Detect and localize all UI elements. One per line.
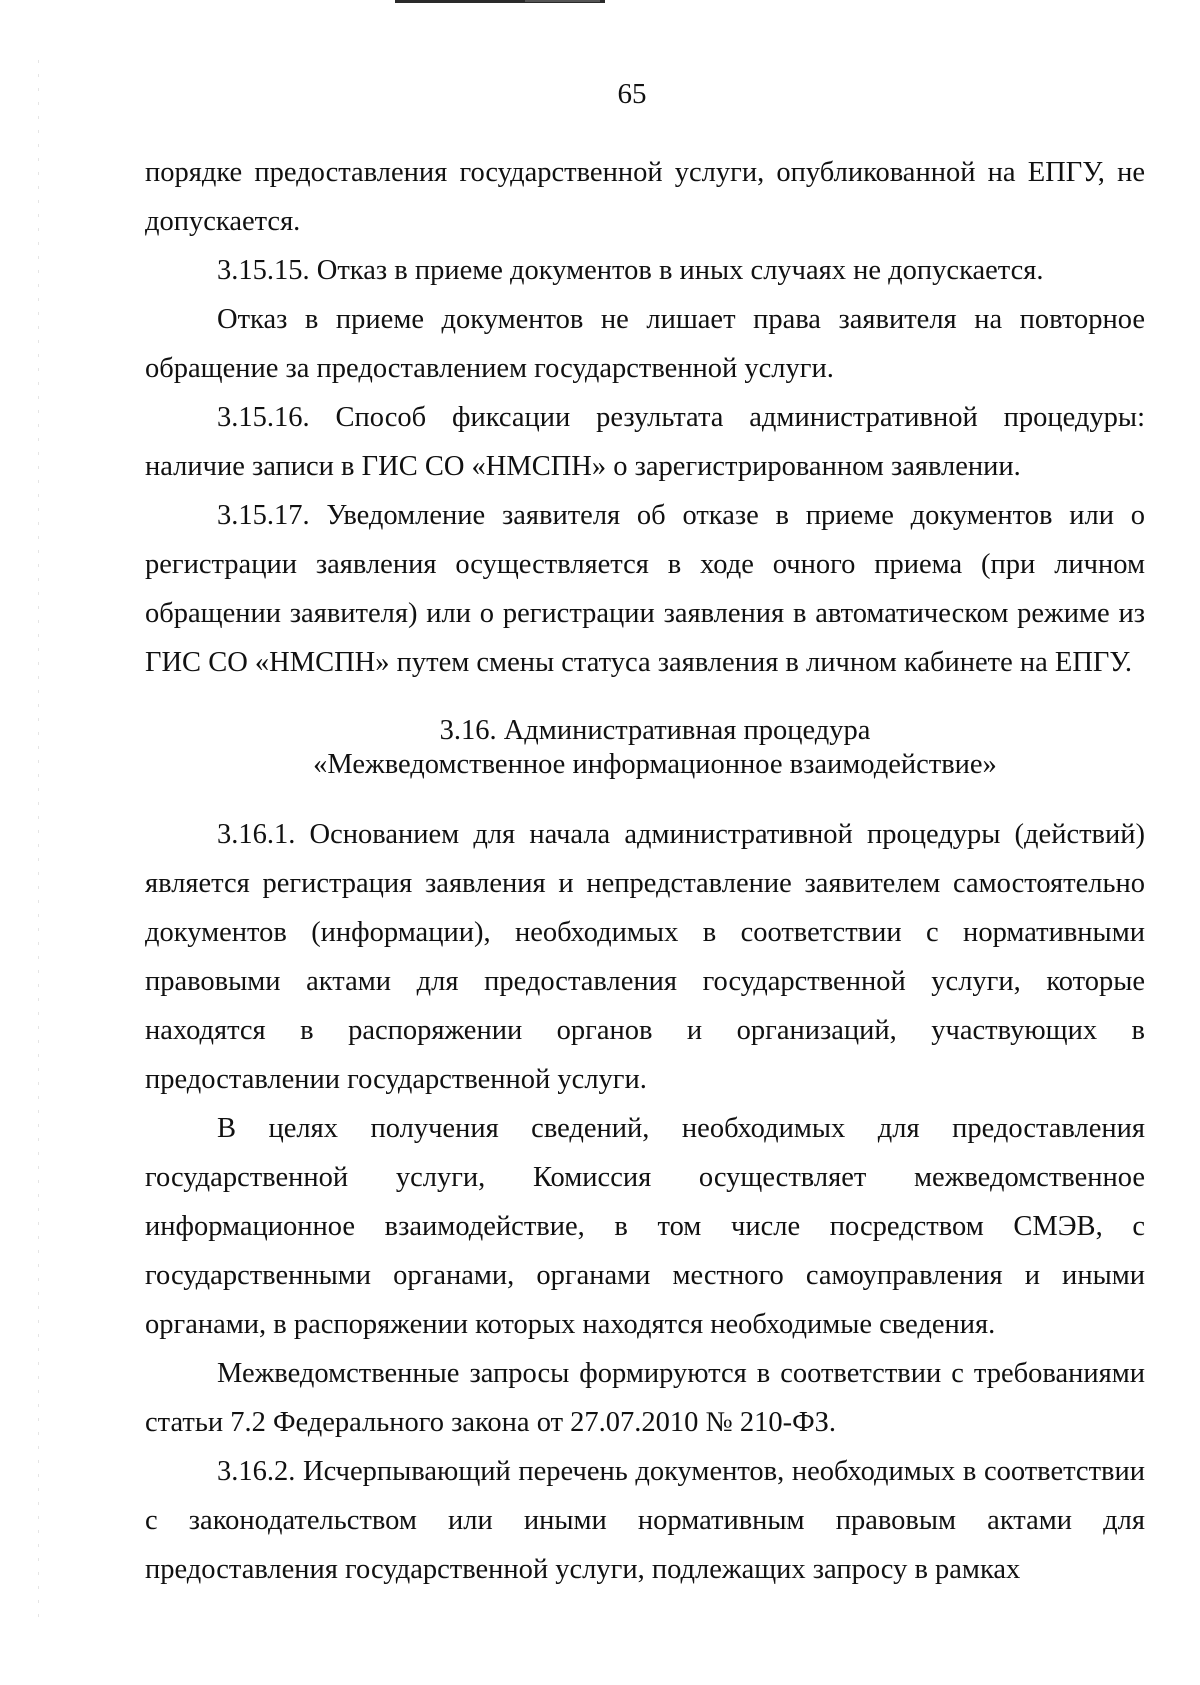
paragraph-continuation: порядке предоставления государственной услуги, опубликованной на ЕПГУ, не допускается. xyxy=(145,157,1145,237)
paragraph-refusal-note: Отказ в приеме документов не лишает права заявителя на повторное обращение за предоставлением государственной услуги. xyxy=(145,304,1145,384)
section-heading xyxy=(145,714,1145,782)
paragraph-3-16-1: 3.16.1. Основанием для начала административной процедуры (действий) является регистрация заявления и непредставление заявителем самостоятельно документов (информации), необходимых в соответствии с нормативными правовыми актами для предоставления государственной услуги, которые находятся в распоряжении органов и организаций, участвующих в предоставлении государственной услуги. xyxy=(145,819,1145,1095)
section-heading-line-2: «Межведомственное информационное взаимодействие» xyxy=(313,749,997,780)
paragraph-3-15-15: 3.15.15. Отказ в приеме документов в иных случаях не допускается. xyxy=(217,255,1044,286)
paragraph-3-15-17: 3.15.17. Уведомление заявителя об отказе в приеме документов или о регистрации заявления осуществляется в ходе очного приема (при личном обращении заявителя) или о регистрации заявления в автоматическом режиме из ГИС СО «НМСПН» путем смены статуса заявления в личном кабинете на ЕПГУ. xyxy=(145,500,1145,678)
page-number: 65 xyxy=(617,78,647,110)
section-heading-line-1: 3.16. Административная процедура xyxy=(439,715,871,746)
paragraph-interagency-requests: Межведомственные запросы формируются в соответствии с требованиями статьи 7.2 Федерального закона от 27.07.2010 № 210-ФЗ. xyxy=(145,1358,1145,1438)
paragraph-3-16-2: 3.16.2. Исчерпывающий перечень документов, необходимых в соответствии с законодательством или иными нормативным правовым актами для предоставления государственной услуги, подлежащих запросу в рамках xyxy=(145,1456,1145,1585)
document-body xyxy=(145,148,1145,1594)
scan-margin-artifact xyxy=(38,60,39,1620)
top-edge-rule-secondary xyxy=(525,0,600,2)
paragraph-3-15-16: 3.15.16. Способ фиксации результата административной процедуры: наличие записи в ГИС СО «НМСПН» о зарегистрированном заявлении. xyxy=(145,402,1145,482)
paragraph-interagency-purpose: В целях получения сведений, необходимых для предоставления государственной услуги, Комиссия осуществляет межведомственное информационное взаимодействие, в том числе посредством СМЭВ, с государственными органами, органами местного самоуправления и иными органами, в распоряжении которых находятся необходимые сведения. xyxy=(145,1113,1145,1340)
